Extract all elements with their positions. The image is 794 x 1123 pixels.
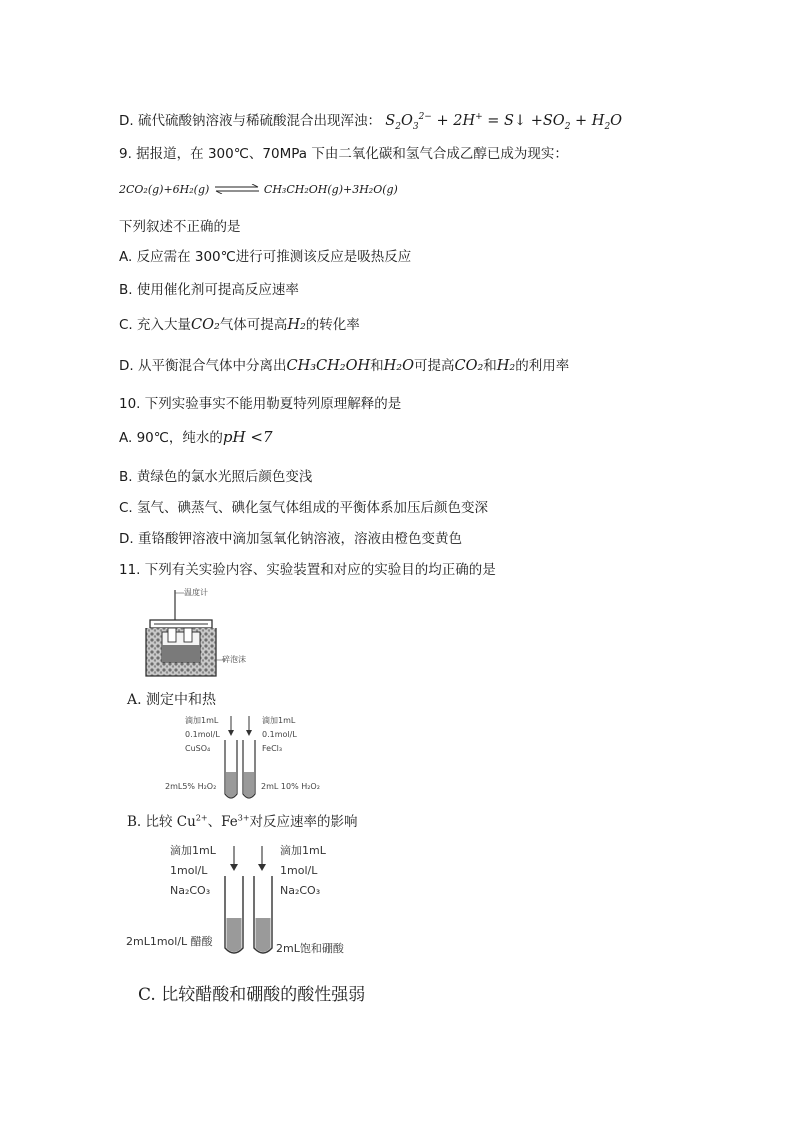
- figure-b-caption: B. 比较 $Cu^{2+}$、$Fe^{3+}$对反应速率的影响: [127, 813, 358, 830]
- q9-stem: 9. 据报道，在 300℃、70MPa 下由二氧化碳和氢气合成乙醇已成为现实：: [119, 146, 568, 162]
- q10-stem: 10. 下列实验事实不能用勒夏特列原理解释的是: [119, 396, 402, 412]
- q10-option-a: A. 90℃，纯水的pH <7: [119, 428, 273, 446]
- q9-option-d: D. 从平衡混合气体中分离出CH₃CH₂OH和H₂O可提高CO₂和H₂的利用率: [119, 358, 570, 374]
- calorimeter-icon: [138, 590, 233, 680]
- q9-option-a: A. 反应需在 300℃进行可推测该反应是吸热反应: [119, 249, 412, 265]
- figure-c-caption: C. 比较醋酸和硼酸的酸性强弱: [138, 985, 366, 1005]
- calorimeter-figure: [138, 588, 246, 680]
- q11-stem: 11. 下列有关实验内容、实验装置和对应的实验目的均正确的是: [119, 562, 496, 578]
- thermometer-label: 温度计: [184, 588, 208, 597]
- figure-b: 滴加1mL 0.1mol/L CuSO₄ 滴加1mL 0.1mol/L FeCl₃ 2mL5% H₂O₂ 2mL 10% H₂O₂: [165, 712, 365, 802]
- figure-c: 滴加1mL 1mol/L Na₂CO₃ 滴加1mL 1mol/L Na₂CO₃ 2mL1mol/L 醋酸 2mL饱和硼酸: [126, 840, 376, 960]
- q8-option-d: D. 硫代硫酸钠溶液与稀硫酸混合出现浑浊： $S_2O_3^{2-} + 2H^+$ = S↓ $+SO_2 + H_2O$: [119, 112, 623, 132]
- q10-option-c: C. 氢气、碘蒸气、碘化氢气体组成的平衡体系加压后颜色变深: [119, 500, 489, 516]
- q9-equation: 2CO₂(g)+6H₂(g) CH₃CH₂OH(g)+3H₂O(g): [119, 183, 398, 196]
- figure-a-caption: A. 测定中和热: [127, 692, 217, 708]
- q9-ask: 下列叙述不正确的是: [119, 219, 241, 235]
- q9-option-b: B. 使用催化剂可提高反应速率: [119, 282, 299, 298]
- q10-option-d: D. 重铬酸钾溶液中滴加氢氧化钠溶液，溶液由橙色变黄色: [119, 531, 462, 547]
- equilibrium-arrow-icon: [214, 184, 260, 194]
- q9-option-c: C. 充入大量CO₂气体可提高H₂的转化率: [119, 317, 360, 333]
- q10-option-b: B. 黄绿色的氯水光照后颜色变浅: [119, 469, 313, 485]
- q8-equation: $S_2O_3^{2-} + 2H^+$ = S↓ $+SO_2 + H_2O$: [385, 112, 623, 132]
- foam-label: 碎泡沫: [222, 655, 246, 664]
